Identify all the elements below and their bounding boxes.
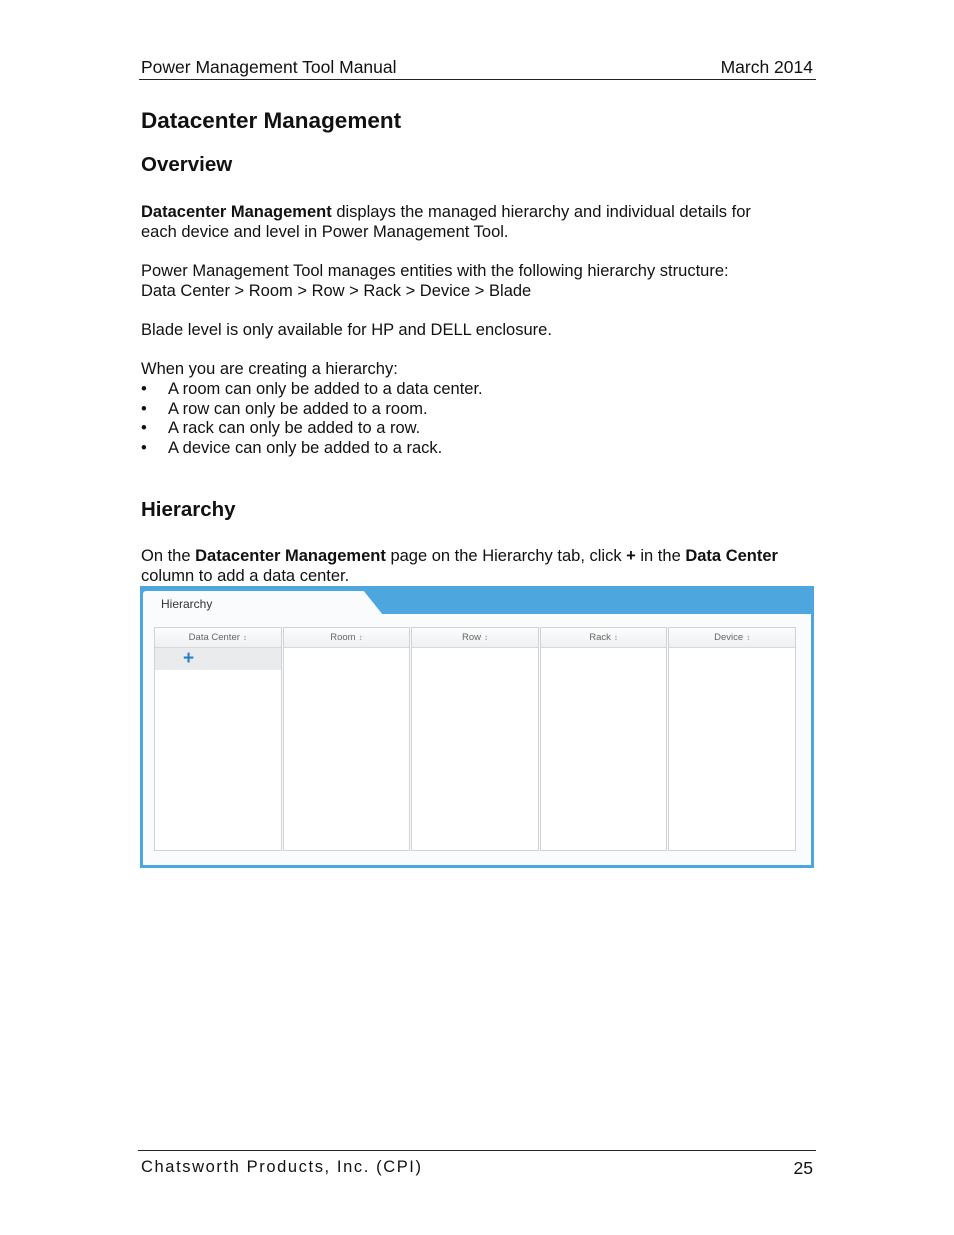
- list-item: • A row can only be added to a room.: [141, 400, 483, 420]
- sort-icon: ↕: [746, 633, 751, 642]
- header-title: Power Management Tool Manual: [141, 57, 397, 77]
- sort-icon: ↕: [242, 633, 247, 642]
- text-run: displays the managed hierarchy and individual details for: [331, 203, 751, 221]
- hierarchy-heading: Hierarchy: [141, 498, 236, 521]
- add-data-center-button[interactable]: +: [183, 648, 195, 669]
- footer-company: Chatsworth Products, Inc. (CPI): [141, 1158, 423, 1176]
- column-rack: [540, 627, 668, 851]
- column-header[interactable]: [155, 628, 281, 648]
- list-item: • A room can only be added to a data center.: [141, 380, 483, 400]
- sort-icon: ↕: [483, 633, 488, 642]
- bold-plus: +: [626, 547, 636, 565]
- tab-hierarchy-label: Hierarchy: [161, 597, 213, 611]
- overview-paragraph-4: When you are creating a hierarchy:: [141, 360, 398, 378]
- overview-heading: Overview: [141, 153, 233, 176]
- column-title: Room: [330, 632, 356, 643]
- column-title: Device: [714, 632, 744, 643]
- column-data-center: [154, 627, 282, 851]
- column-title: Row: [461, 632, 481, 643]
- column-row: [411, 627, 539, 851]
- sort-icon: ↕: [613, 633, 618, 642]
- column-title: Rack: [589, 632, 611, 643]
- column-header[interactable]: [284, 628, 410, 648]
- text-run: column to add a data center.: [141, 566, 350, 585]
- text-run: each device and level in Power Management Tool.: [141, 222, 509, 241]
- column-room: [283, 627, 411, 851]
- list-item: • A device can only be added to a rack.: [141, 439, 483, 459]
- column-header[interactable]: [669, 628, 795, 648]
- bold-term: Data Center: [685, 547, 778, 565]
- overview-paragraph-2: [141, 262, 821, 301]
- header-date: March 2014: [720, 57, 813, 77]
- text-run: On the: [141, 547, 196, 565]
- text-run: Power Management Tool manages entities with the following hierarchy structure:: [141, 262, 729, 280]
- section-title: Datacenter Management: [141, 108, 402, 133]
- column-header[interactable]: [412, 628, 538, 648]
- column-header[interactable]: [541, 628, 667, 648]
- header-divider: [139, 79, 816, 80]
- hierarchy-screenshot: [140, 586, 814, 868]
- list-item: • A rack can only be added to a row.: [141, 419, 483, 439]
- rules-list: [141, 380, 483, 459]
- hierarchy-paragraph: [141, 547, 821, 586]
- bold-term: Datacenter Management: [195, 547, 386, 565]
- page-number: 25: [793, 1158, 813, 1178]
- column-title: Data Center: [188, 632, 240, 643]
- add-row: [155, 648, 281, 670]
- text-run: page on the Hierarchy tab, click: [385, 547, 627, 565]
- overview-paragraph-3: Blade level is only available for HP and DELL enclosure.: [141, 321, 552, 339]
- column-device: [668, 627, 796, 851]
- hierarchy-structure: Data Center > Room > Row > Rack > Device > Blade: [141, 281, 532, 300]
- overview-paragraph-1: [141, 203, 821, 242]
- bold-term: Datacenter Management: [141, 203, 332, 221]
- footer-divider: [138, 1150, 816, 1151]
- sort-icon: ↕: [358, 633, 363, 642]
- hierarchy-columns: [154, 627, 796, 851]
- text-run: in the: [635, 547, 686, 565]
